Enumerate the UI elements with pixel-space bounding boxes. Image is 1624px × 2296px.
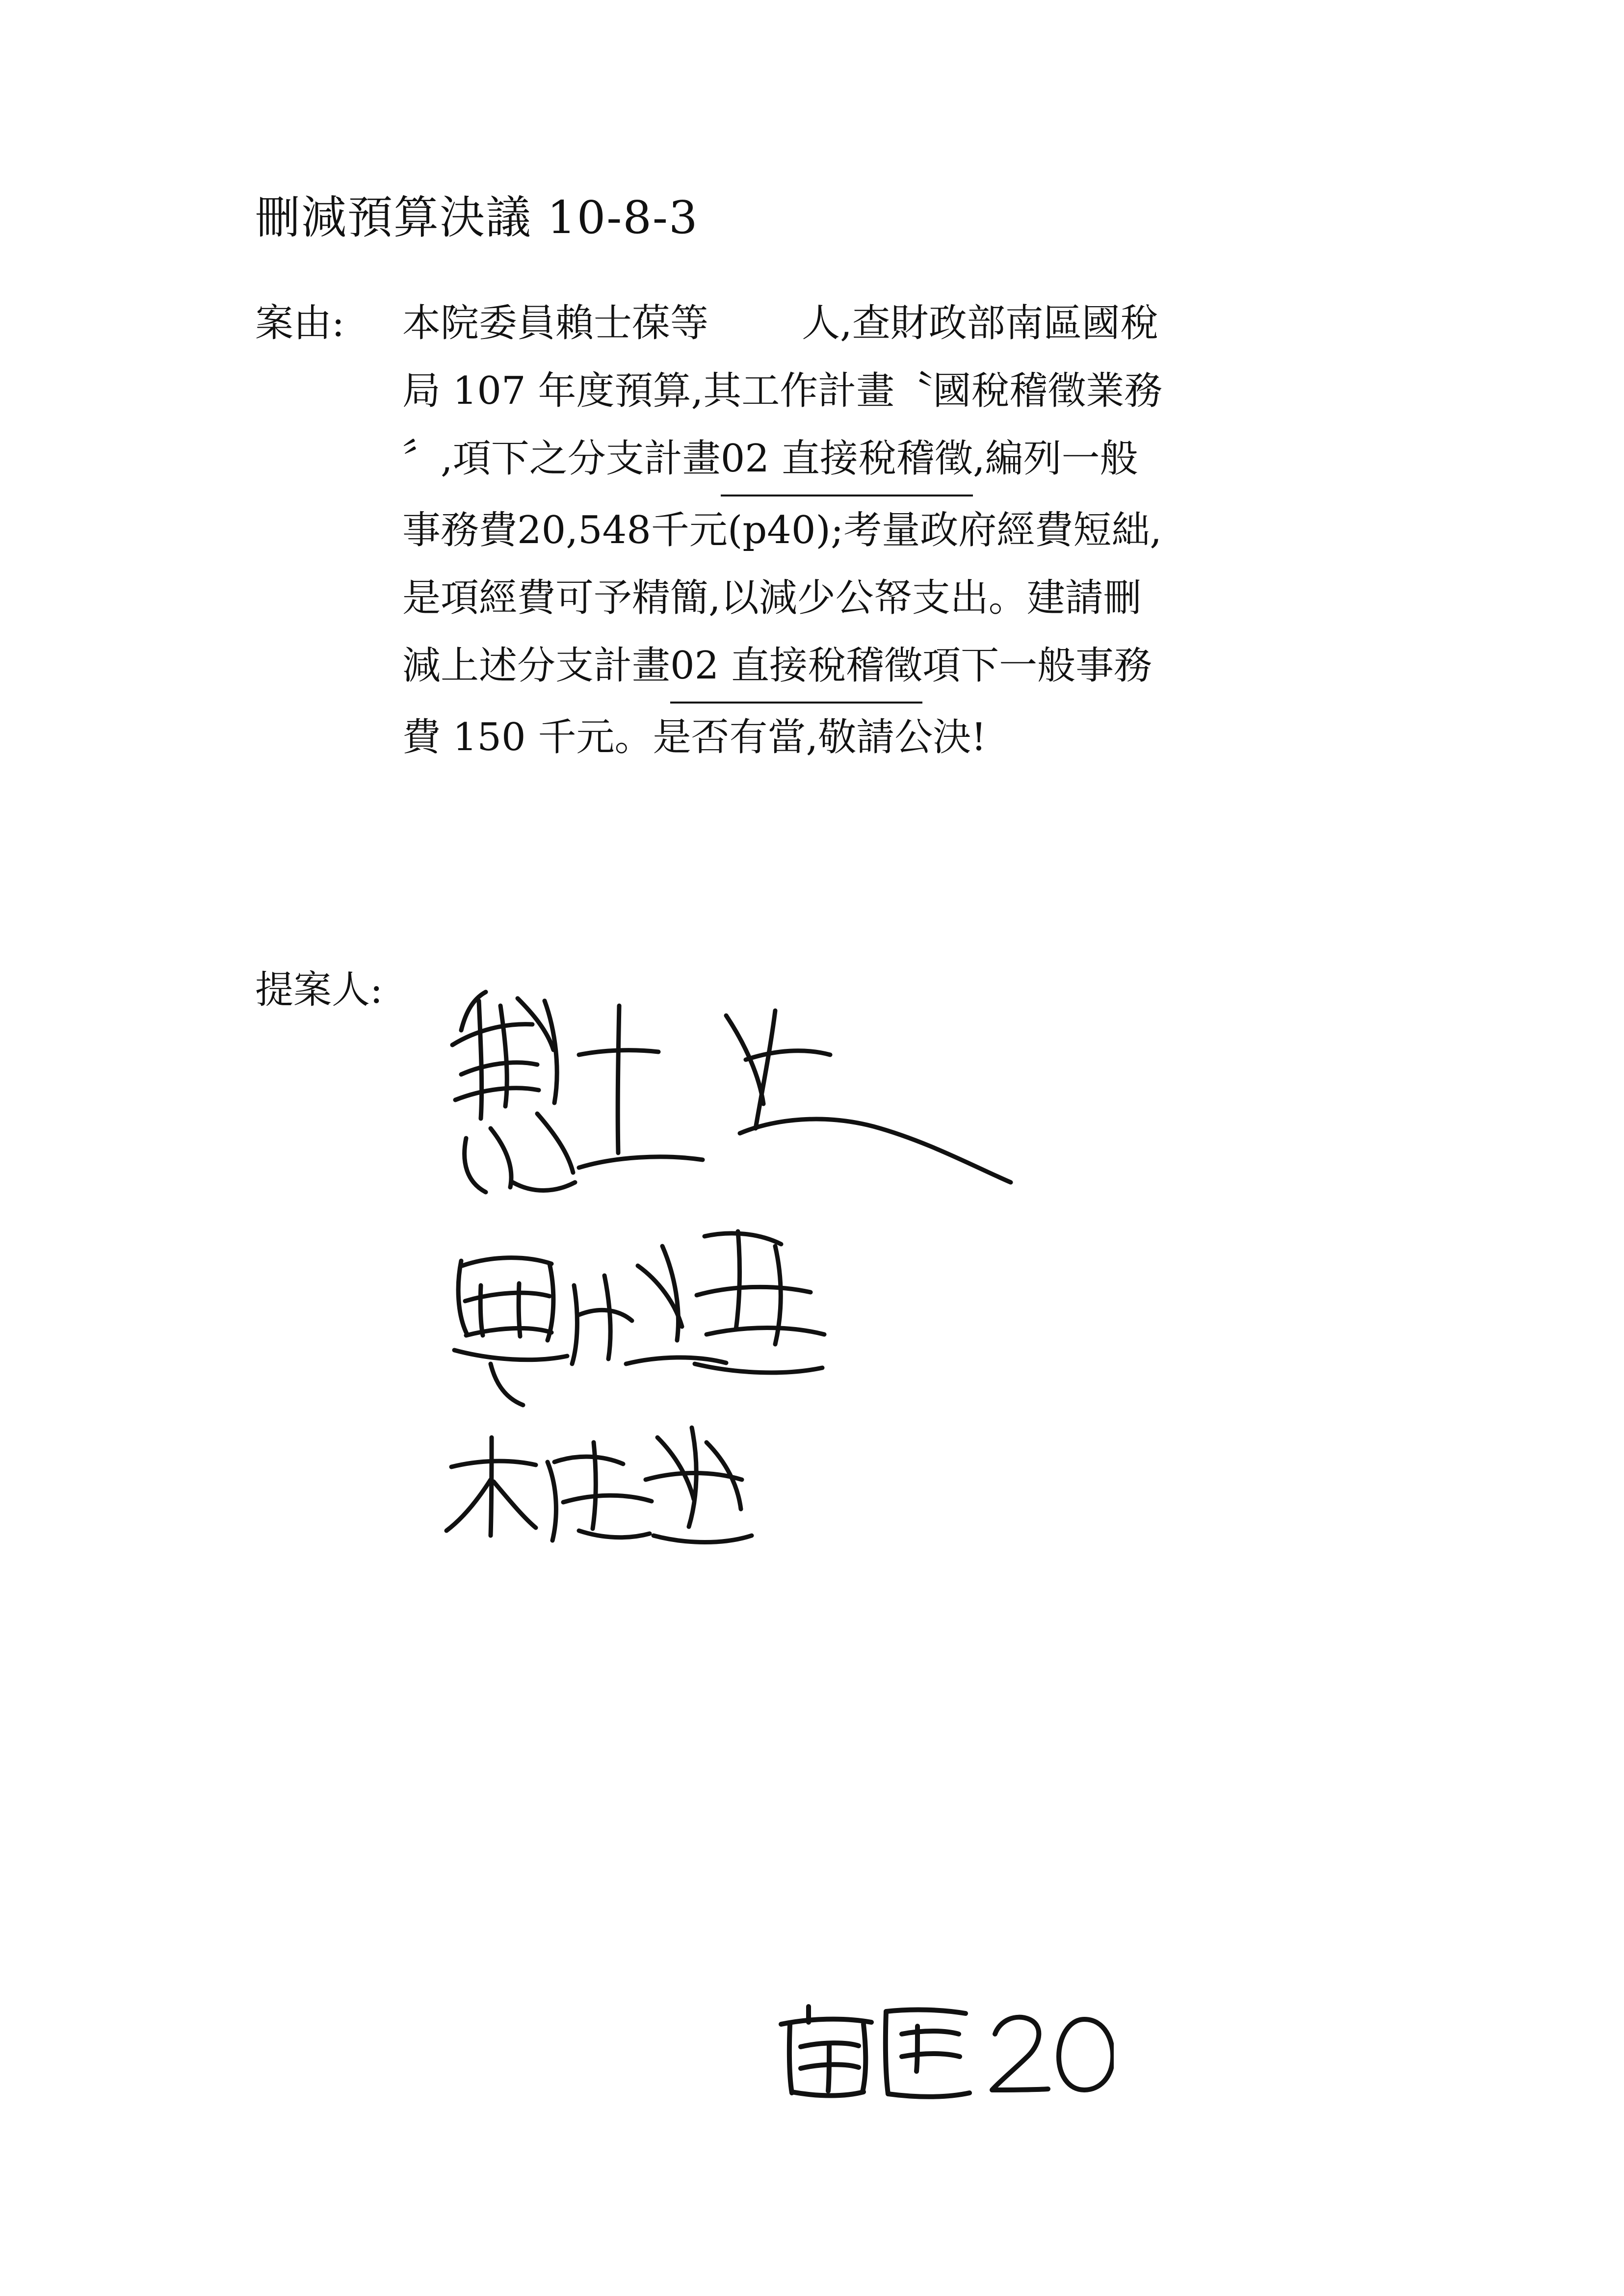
case-line	[255, 425, 1442, 496]
proposer-label: 提案人:	[255, 968, 383, 1012]
signature-2	[454, 1231, 824, 1405]
case-line-5: 是項經費可予精簡,以減少公帑支出。建請刪	[402, 576, 1142, 620]
case-line-3-underlined: 02 直接稅稽徵	[721, 425, 973, 496]
case-line-6-a: 減上述分支計畫	[402, 644, 671, 688]
signature-ink	[432, 971, 1168, 1619]
case-line	[255, 289, 1442, 357]
case-line	[255, 357, 1442, 425]
case-line-4: 事務費20,548千元(p40);考量政府經費短絀,	[402, 508, 1162, 552]
case-line-7: 費 150 千元。是否有當,敬請公決!	[402, 715, 987, 759]
case-body	[255, 289, 1442, 771]
case-line-6-b: 項下一般事務	[922, 644, 1153, 688]
bottom-annotation	[770, 1992, 1114, 2110]
case-line	[255, 704, 1442, 771]
signature-1	[452, 992, 1011, 1192]
case-line-3-b: ,編列一般	[972, 437, 1138, 481]
case-line	[255, 496, 1442, 564]
signature-area	[432, 971, 1168, 1619]
case-line	[255, 632, 1442, 704]
case-line-1-head: 本院委員賴士葆等	[402, 301, 709, 345]
signature-3	[446, 1428, 752, 1542]
case-line-6-underlined: 02 直接稅稽徵	[670, 632, 922, 704]
case-line-2: 局 107 年度預算,其工作計畫〝國稅稽徵業務	[402, 369, 1163, 413]
case-line	[255, 564, 1442, 632]
page-title: 刪減預算決議 10-8-3	[255, 191, 699, 244]
bottom-annotation-ink	[770, 1992, 1114, 2110]
case-line-3-a: 〞,項下之分支計畫	[402, 437, 721, 481]
case-line-1-tail: 人,查財政部南區國稅	[802, 301, 1158, 345]
case-label: 案由:	[255, 301, 345, 345]
